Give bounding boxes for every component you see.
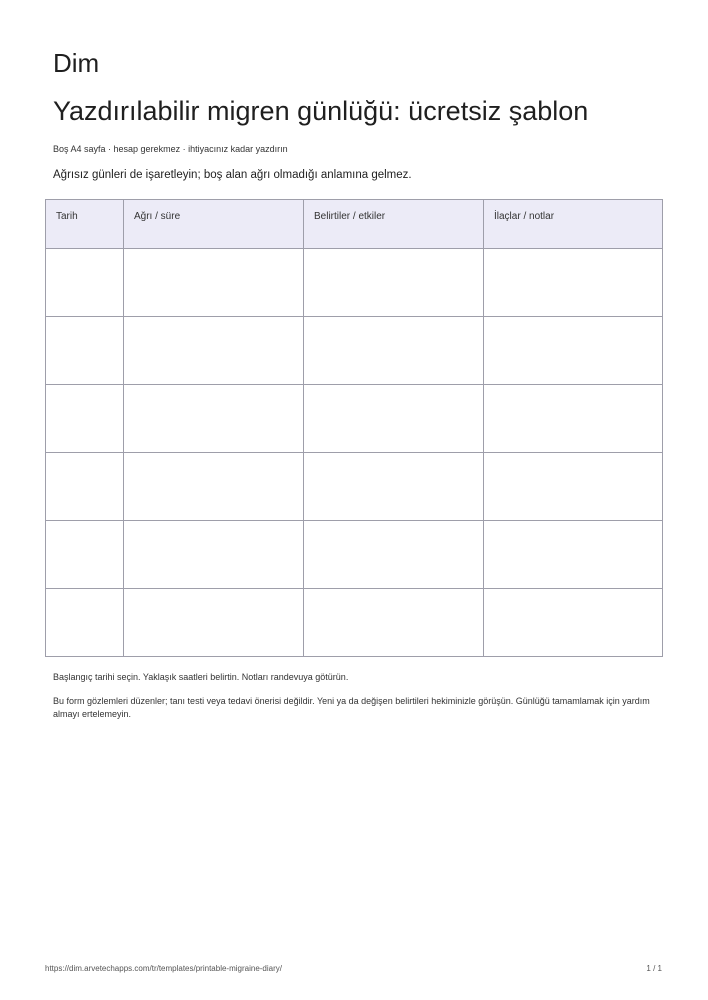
table-row [46,385,663,453]
page-number: 1 / 1 [646,964,662,973]
instruction-text: Ağrısız günleri de işaretleyin; boş alan ağrı olmadığı anlamına gelmez. [53,169,412,181]
cell-symptoms [304,385,484,453]
table-row [46,249,663,317]
cell-medications-notes [484,589,663,657]
cell-pain-duration [124,385,304,453]
page-meta: Boş A4 sayfa · hesap gerekmez · ihtiyacınız kadar yazdırın [53,144,288,154]
column-header-medications-notes: İlaçlar / notlar [484,200,663,249]
cell-pain-duration [124,317,304,385]
cell-pain-duration [124,589,304,657]
cell-symptoms [304,249,484,317]
diary-table [45,199,663,657]
cell-medications-notes [484,453,663,521]
brand-name: Dim [53,48,100,78]
cell-pain-duration [124,453,304,521]
footer-url: https://dim.arvetechapps.com/tr/templates/printable-migraine-diary/ [45,964,282,973]
cell-pain-duration [124,521,304,589]
table-header-row [46,200,663,249]
cell-pain-duration [124,249,304,317]
cell-medications-notes [484,317,663,385]
table-row [46,453,663,521]
cell-medications-notes [484,521,663,589]
cell-symptoms [304,453,484,521]
cell-date [46,589,124,657]
cell-symptoms [304,589,484,657]
table-row [46,589,663,657]
cell-date [46,385,124,453]
table-row [46,317,663,385]
footnote-instructions: Başlangıç tarihi seçin. Yaklaşık saatleri belirtin. Notları randevuya götürün. [53,672,349,682]
cell-medications-notes [484,385,663,453]
table-row [46,521,663,589]
cell-symptoms [304,317,484,385]
column-header-date: Tarih [46,200,124,249]
cell-symptoms [304,521,484,589]
cell-date [46,521,124,589]
column-header-symptoms: Belirtiler / etkiler [304,200,484,249]
cell-medications-notes [484,249,663,317]
footnote-disclaimer: Bu form gözlemleri düzenler; tanı testi veya tedavi önerisi değildir. Yeni ya da değişen belirtileri hekiminizle görüşün. Günlüğü tamamlamak için yardım almayı ertelemeyin. [53,696,650,719]
column-header-pain-duration: Ağrı / süre [124,200,304,249]
cell-date [46,317,124,385]
cell-date [46,453,124,521]
table-body [46,249,663,657]
cell-date [46,249,124,317]
page-title: Yazdırılabilir migren günlüğü: ücretsiz şablon [53,96,589,126]
